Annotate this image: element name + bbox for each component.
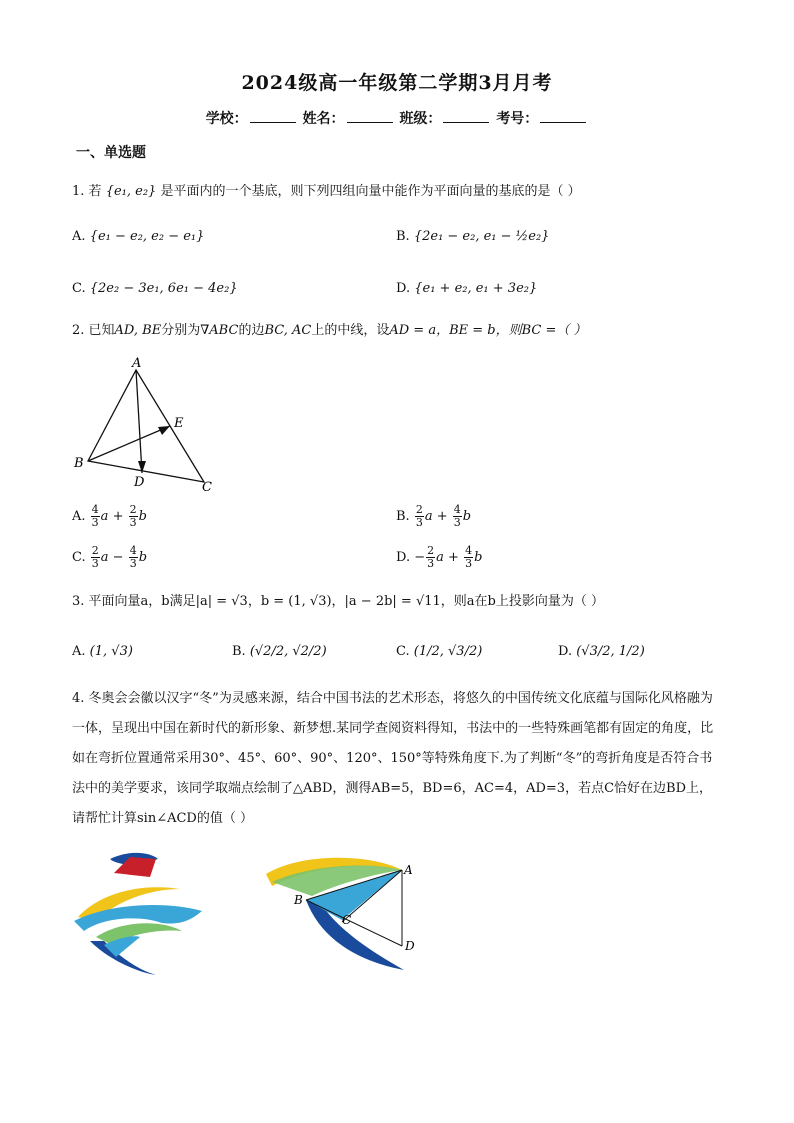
fraction xyxy=(91,545,100,570)
q3-option-b[interactable] xyxy=(232,644,327,659)
option-content: {2e₂ − 3e₁, 6e₁ − 4e₂} xyxy=(89,281,238,296)
q2-math: BC, AC xyxy=(264,323,312,338)
option-content: {e₁ − e₂, e₂ − e₁} xyxy=(89,229,205,244)
option-label: C. xyxy=(396,644,410,659)
option-label: A. xyxy=(72,509,86,524)
vector: a xyxy=(424,509,433,524)
option-content: (1/2, √3/2) xyxy=(413,644,483,659)
fraction xyxy=(129,504,138,529)
denominator: 3 xyxy=(91,516,99,529)
student-info-line xyxy=(0,108,794,128)
option-label: D. xyxy=(558,644,573,659)
point-label-d: D xyxy=(134,475,145,490)
option-content: (√3/2, 1/2) xyxy=(576,644,645,659)
q1-basis: {e₁, e₂} xyxy=(105,184,157,199)
q2-text: 上的中线，设 xyxy=(311,323,390,338)
option-label: B. xyxy=(232,644,246,659)
point-label-c: C xyxy=(342,913,352,927)
denominator: 3 xyxy=(129,557,137,570)
option-content: {2e₁ − e₂, e₁ − ½e₂} xyxy=(413,229,550,244)
q3-option-c[interactable] xyxy=(396,644,482,659)
q2-stem xyxy=(72,321,587,341)
option-label: B. xyxy=(396,509,410,524)
q3-stem: 3. 平面向量a，b满足|a| = √3，b = (1, √3)，|a − 2b| = √11，则a在b上投影向量为（ ） xyxy=(72,594,604,609)
q1-option-a[interactable] xyxy=(72,229,204,244)
vertex-label-b: B xyxy=(294,893,303,907)
numerator: 2 xyxy=(91,544,99,557)
vertex-label-a: A xyxy=(404,863,413,877)
q2-text: 的边 xyxy=(238,323,265,338)
exam-no-blank xyxy=(540,110,586,123)
q1-stem xyxy=(72,182,581,202)
fraction xyxy=(453,504,462,529)
operator: + xyxy=(112,509,124,524)
school-blank xyxy=(250,110,296,123)
option-content: {e₁ + e₂, e₁ + 3e₂} xyxy=(414,281,538,296)
q4-stem: 4. 冬奥会会徽以汉字“冬”为灵感来源，结合中国书法的艺术形态，将悠久的中国传统文化底蕴与国际化风格融为一体，呈现出中国在新时代的新形象、新梦想.某同学查阅资料得知，书法中的一些特殊画笔都有固定的角度，比如在弯折位置通常采用30°、45°、60°、90°、120°、150°等特殊角度下.为了判断“冬”的弯折角度是否符合书法中的美学要求，该同学取端点绘制了△ABD，测得AB=5，BD=6，AC=4，AD=3，若点C恰好在边BD上，请帮忙计算sin∠ACD的值（ ） xyxy=(72,691,714,826)
fraction xyxy=(129,545,138,570)
q2-option-d[interactable] xyxy=(396,545,482,570)
vector: a xyxy=(100,509,109,524)
operator: + xyxy=(436,509,448,524)
operator: + xyxy=(448,550,459,565)
q1-option-d[interactable] xyxy=(396,281,537,296)
vector: b xyxy=(462,509,472,524)
q1-option-c[interactable] xyxy=(72,281,238,296)
denominator: 3 xyxy=(91,557,99,570)
numerator: 4 xyxy=(91,503,99,516)
winter-olympics-emblem-logo xyxy=(70,845,210,980)
vector: b xyxy=(474,550,483,565)
q2-math: ∇ABC xyxy=(200,323,239,338)
vector: b xyxy=(138,550,148,565)
option-content: (1, √3) xyxy=(89,644,133,659)
vertex-label-c: C xyxy=(202,480,212,495)
exam-no-label: 考号： xyxy=(496,111,539,127)
denominator: 3 xyxy=(427,557,435,570)
numerator: 2 xyxy=(415,503,423,516)
q2-option-b[interactable] xyxy=(396,504,471,529)
denominator: 3 xyxy=(465,557,473,570)
numerator: 4 xyxy=(465,544,473,557)
numerator: 2 xyxy=(427,544,435,557)
denominator: 3 xyxy=(415,516,423,529)
fraction xyxy=(415,504,424,529)
vertex-label-d: D xyxy=(405,939,415,953)
section-title: 一、单选题 xyxy=(76,145,146,161)
q3-option-a[interactable] xyxy=(72,644,133,659)
q2-option-a[interactable] xyxy=(72,504,147,529)
vertex-label-a: A xyxy=(132,356,142,371)
option-label: C. xyxy=(72,550,86,565)
q2-text: 分别为 xyxy=(161,323,201,338)
q3-option-d[interactable] xyxy=(558,644,645,659)
option-label: C. xyxy=(72,281,86,296)
q2-math: AD = a，BE = b，则BC =（ ） xyxy=(389,323,587,338)
vector: a xyxy=(436,550,444,565)
class-blank xyxy=(443,110,489,123)
option-label: A. xyxy=(72,229,86,244)
option-content: (√2/2, √2/2) xyxy=(249,644,327,659)
option-label: D. xyxy=(396,550,411,565)
sign: − xyxy=(414,550,426,565)
brush-triangle-figure xyxy=(262,852,422,982)
q2-option-c[interactable] xyxy=(72,545,147,570)
exam-title: 2024级高一年级第二学期3月月考 xyxy=(241,72,553,94)
q1-text: 是平面内的一个基底，则下列四组向量中能作为平面向量的基底的是（ ） xyxy=(160,184,581,199)
class-label: 班级： xyxy=(399,111,442,127)
name-blank xyxy=(347,110,393,123)
numerator: 4 xyxy=(453,503,461,516)
q2-math: AD, BE xyxy=(114,323,162,338)
school-label: 学校： xyxy=(205,111,248,127)
triangle-figure xyxy=(70,355,230,495)
option-label: B. xyxy=(396,229,410,244)
point-label-e: E xyxy=(174,416,184,431)
denominator: 3 xyxy=(453,516,461,529)
option-label: D. xyxy=(396,281,411,296)
q2-text: 2. 已知 xyxy=(72,323,115,338)
q1-option-b[interactable] xyxy=(396,229,549,244)
denominator: 3 xyxy=(129,516,137,529)
numerator: 2 xyxy=(129,503,137,516)
q1-prefix: 1. 若 xyxy=(72,184,102,199)
numerator: 4 xyxy=(129,544,137,557)
operator: − xyxy=(112,550,124,565)
vector: a xyxy=(100,550,109,565)
vertex-label-b: B xyxy=(74,456,84,471)
name-label: 姓名： xyxy=(302,111,345,127)
fraction xyxy=(426,545,435,570)
vector: b xyxy=(138,509,147,524)
fraction xyxy=(464,545,473,570)
fraction xyxy=(91,504,100,529)
option-label: A. xyxy=(72,644,86,659)
